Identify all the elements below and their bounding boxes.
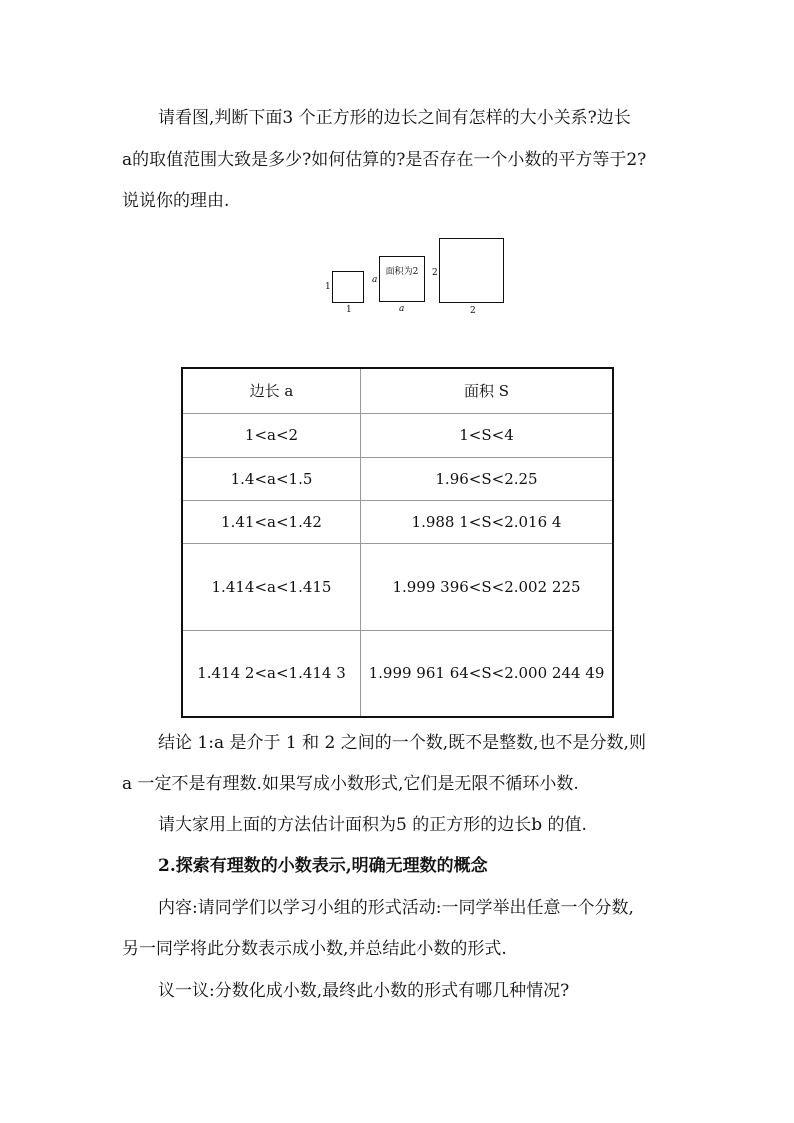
square-2-bottom-label: a [399, 304, 405, 314]
square-1-bottom-label: 1 [346, 305, 352, 315]
square-2-area-label: 面积为2 [385, 267, 419, 277]
cell-side: 1<a<2 [182, 413, 361, 457]
cell-side: 1.41<a<1.42 [182, 500, 361, 543]
cell-area: 1.96<S<2.25 [361, 457, 614, 500]
cell-area: 1.988 1<S<2.016 4 [361, 500, 614, 543]
cell-area: 1<S<4 [361, 413, 614, 457]
table-row [182, 543, 613, 630]
square-1-left-label: 1 [325, 282, 331, 292]
cell-area: 1.999 396<S<2.002 225 [361, 543, 614, 630]
discussion-text: 议一议:分数化成小数,最终此小数的形式有哪几种情况? [158, 981, 570, 1001]
square-2 [379, 256, 425, 302]
intro-line-1: 请看图,判断下面3 个正方形的边长之间有怎样的大小关系?边长 [158, 108, 631, 128]
table-row [182, 500, 613, 543]
cell-area: 1.999 961 64<S<2.000 244 49 [361, 630, 614, 717]
content-line-2: 另一同学将此分数表示成小数,并总结此小数的形式. [122, 939, 507, 959]
header-side-a: 边长 a [182, 368, 361, 413]
square-1 [332, 271, 364, 303]
conclusion-line-2: a 一定不是有理数.如果写成小数形式,它们是无限不循环小数. [122, 774, 579, 794]
cell-side: 1.414 2<a<1.414 3 [182, 630, 361, 717]
intro-line-2: a的取值范围大致是多少?如何估算的?是否存在一个小数的平方等于2? [122, 150, 647, 170]
section-2-heading: 2.探索有理数的小数表示,明确无理数的概念 [158, 856, 488, 876]
squares-figure [320, 233, 520, 318]
conclusion-line-1: 结论 1:a 是介于 1 和 2 之间的一个数,既不是整数,也不是分数,则 [158, 733, 646, 753]
square-3-left-label: 2 [432, 268, 438, 278]
table-row [182, 630, 613, 717]
cell-side: 1.414<a<1.415 [182, 543, 361, 630]
square-2-left-label: a [372, 275, 378, 285]
table-header-row [182, 368, 613, 413]
square-3 [439, 238, 504, 303]
square-3-bottom-label: 2 [470, 306, 476, 316]
header-area-s: 面积 S [361, 368, 614, 413]
task-text: 请大家用上面的方法估计面积为5 的正方形的边长b 的值. [158, 815, 587, 835]
content-line-1: 内容:请同学们以学习小组的形式活动:一同学举出任意一个分数, [158, 898, 634, 918]
cell-side: 1.4<a<1.5 [182, 457, 361, 500]
intro-line-3: 说说你的理由. [122, 191, 230, 211]
table-row [182, 413, 613, 457]
estimation-table [181, 367, 614, 718]
table-row [182, 457, 613, 500]
